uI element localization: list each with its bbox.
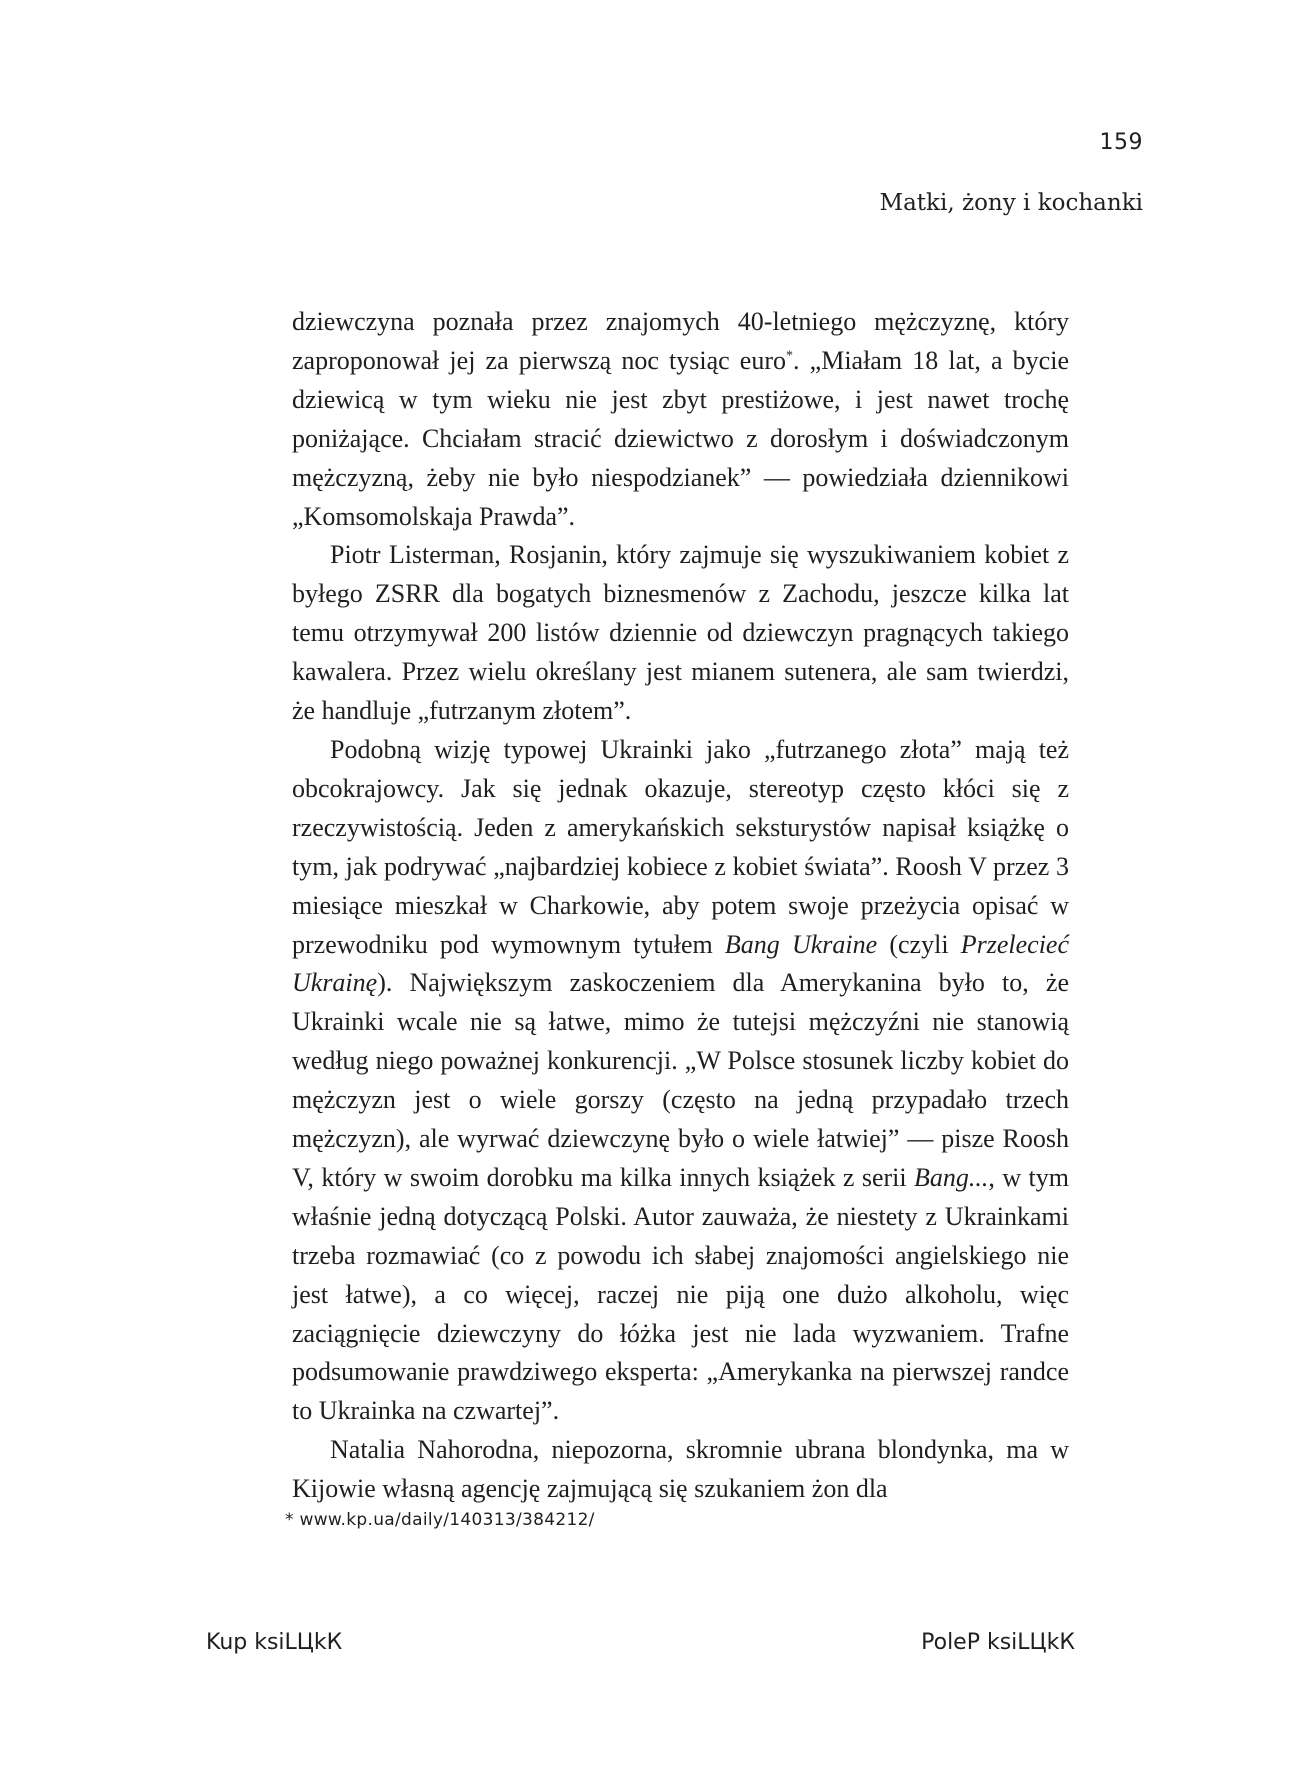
body-text bbox=[292, 303, 1069, 1509]
book-title-bang-ukraine: Bang Ukraine bbox=[724, 929, 878, 959]
running-head: Matki, żony i kochanki bbox=[879, 190, 1143, 216]
page-number: 159 bbox=[1099, 130, 1143, 155]
paragraph-1-text-a: dziewczyna poznała przez znajomych 40-letniego mężczyznę, który zaproponował jej za pierwszą noc tysiąc euro bbox=[292, 307, 1069, 375]
paragraph-1-text-b: . „Miałam 18 lat, a bycie dziewicą w tym wieku nie jest zbyt prestiżowe, i jest nawet trochę poniżające. Chciałam stracić dziewictwo z dorosłym i doświadczonym mężczyzną, żeby nie było niespodzianek” — powiedziała dziennikowi „Komsomolskaja Prawda”. bbox=[292, 345, 1069, 531]
paragraph-3-text-d: , w tym właśnie jedną dotyczącą Polski. Autor zauważa, że niestety z Ukrainkami trzeba rozmawiać (co z powodu ich słabej znajomości angielskiego nie jest łatwe), a co więcej, raczej nie piją one dużo alkoholu, więc zaciągnięcie dziewczyny do łóżka jest nie lada wyzwaniem. Trafne podsumowanie prawdziwego eksperta: „Amerykanka na pierwszej randce to Ukrainka na czwartej”. bbox=[292, 1162, 1069, 1426]
book-series-title: Bang... bbox=[914, 1162, 989, 1192]
footnote: * www.kp.ua/daily/140313/384212/ bbox=[285, 1510, 595, 1530]
paragraph-3-text-b: (czyli bbox=[877, 929, 961, 959]
book-title-translation: Przelecieć Ukrainę bbox=[292, 929, 1069, 998]
paragraph-2: Piotr Listerman, Rosjanin, który zajmuje się wyszukiwaniem kobiet z byłego ZSRR dla bogatych biznesmenów z Zachodu, jeszcze kilka lat temu otrzymywał 200 listów dziennie od dziewczyn pragnących takiego kawalera. Przez wielu określany jest mianem sutenera, ale sam twierdzi, że handluje „futrzanym złotem”. bbox=[292, 540, 1069, 726]
paragraph-3-text-c: ). Największym zaskoczeniem dla Amerykanina było to, że Ukrainki wcale nie są łatwe, mimo że tutejsi mężczyźni nie stanowią według niego poważnej konkurencji. „W Polsce stosunek liczby kobiet do mężczyzn jest o wiele gorszy (często na jedną przypadało trzech mężczyzn), ale wyrwać dziewczynę było o wiele łatwiej” — pisze Roosh V, który w swoim dorobku ma kilka innych książek z serii bbox=[292, 968, 1069, 1192]
paragraph-4: Natalia Nahorodna, niepozorna, skromnie ubrana blondynka, ma w Kijowie własną agencję zajmującą się szukaniem żon dla bbox=[292, 1435, 1069, 1504]
buy-book-link[interactable]: Kup ksiLЦkК bbox=[206, 1630, 343, 1655]
paragraph-3-text-a: Podobną wizję typowej Ukrainki jako „futrzanego złota” mają też obcokrajowcy. Jak się jednak okazuje, stereotyp często kłóci się z rzeczywistością. Jeden z amerykańskich seksturystów napisał książkę o tym, jak podrywać „najbardziej kobiece z kobiet świata”. Roosh V przez 3 miesiące mieszkał w Charkowie, aby potem swoje przeżycia opisać w przewodniku pod wymownym tytułem bbox=[292, 734, 1069, 959]
recommend-book-link[interactable]: PoleР ksiLЦkК bbox=[921, 1630, 1075, 1655]
footnote-reference-mark: * bbox=[786, 348, 794, 364]
paragraph-1 bbox=[292, 303, 1069, 536]
paragraph-3 bbox=[292, 731, 1069, 1431]
